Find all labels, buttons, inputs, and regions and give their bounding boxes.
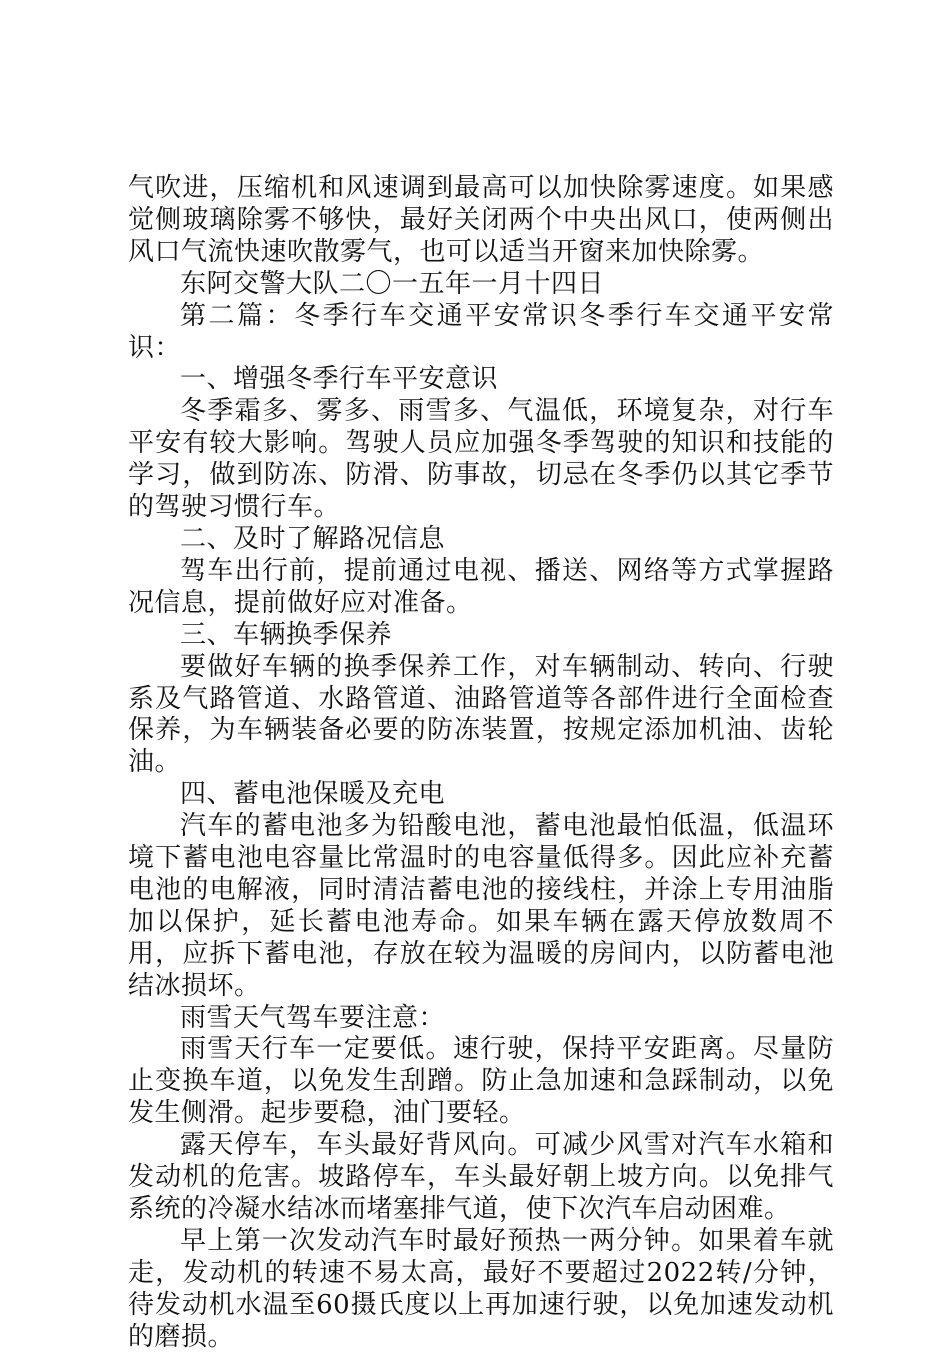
heading-2: 二、及时了解路况信息 bbox=[180, 523, 446, 554]
paragraph: 冬季霜多、雾多、雨雪多、气温低，环境复杂，对行车平安有较大影响。驾驶人员应加强冬季驾驶的知识和技能的学习，做到防冻、防滑、防事故，切忌在冬季仍以其它季节的驾驶习惯行车。 bbox=[128, 396, 834, 523]
paragraph: 驾车出行前，提前通过电视、播送、网络等方式掌握路况信息，提前做好应对准备。 bbox=[128, 555, 834, 618]
heading-1: 一、增强冬季行车平安意识 bbox=[180, 364, 499, 395]
paragraph: 早上第一次发动汽车时最好预热一两分钟。如果着车就走，发动机的转速不易太高，最好不要超过2022转/分钟，待发动机水温至60摄氏度以上再加速行驶，以免加速发动机的磨损。 bbox=[128, 1225, 834, 1352]
document-body bbox=[128, 173, 834, 1354]
paragraph: 汽车的蓄电池多为铅酸电池，蓄电池最怕低温，低温环境下蓄电池电容量比常温时的电容量低得多。因此应补充蓄电池的电解液，同时清洁蓄电池的接线柱，并涂上专用油脂加以保护，延长蓄电池寿命。如果车辆在露天停放数周不用，应拆下蓄电池，存放在较为温暖的房间内，以防蓄电池结冰损坏。 bbox=[128, 811, 834, 1001]
paragraph: 露天停车，车头最好背风向。可减少风雪对汽车水箱和发动机的危害。坡路停车，车头最好朝上坡方向。以免排气系统的冷凝水结冰而堵塞排气道，使下次汽车启动困难。 bbox=[128, 1130, 834, 1224]
paragraph: 雨雪天行车一定要低。速行驶，保持平安距离。尽量防止变换车道，以免发生刮蹭。防止急加速和急踩制动，以免发生侧滑。起步要稳，油门要轻。 bbox=[128, 1034, 834, 1129]
heading-4: 四、蓄电池保暖及充电 bbox=[180, 779, 446, 810]
signature-line: 东阿交警大队二〇一五年一月十四日 bbox=[180, 268, 605, 299]
section-title: 第二篇：冬季行车交通平安常识冬季行车交通平安常识： bbox=[128, 300, 834, 363]
subheading: 雨雪天气驾车要注意： bbox=[180, 1002, 446, 1033]
paragraph: 气吹进，压缩机和风速调到最高可以加快除雾速度。如果感觉侧玻璃除雾不够快，最好关闭两个中央出风口，使两侧出风口气流快速吹散雾气，也可以适当开窗来加快除雾。 bbox=[128, 173, 834, 267]
heading-3: 三、车辆换季保养 bbox=[180, 619, 393, 650]
paragraph: 要做好车辆的换季保养工作，对车辆制动、转向、行驶系及气路管道、水路管道、油路管道等各部件进行全面检查保养，为车辆装备必要的防冻装置，按规定添加机油、齿轮油。 bbox=[128, 651, 834, 778]
